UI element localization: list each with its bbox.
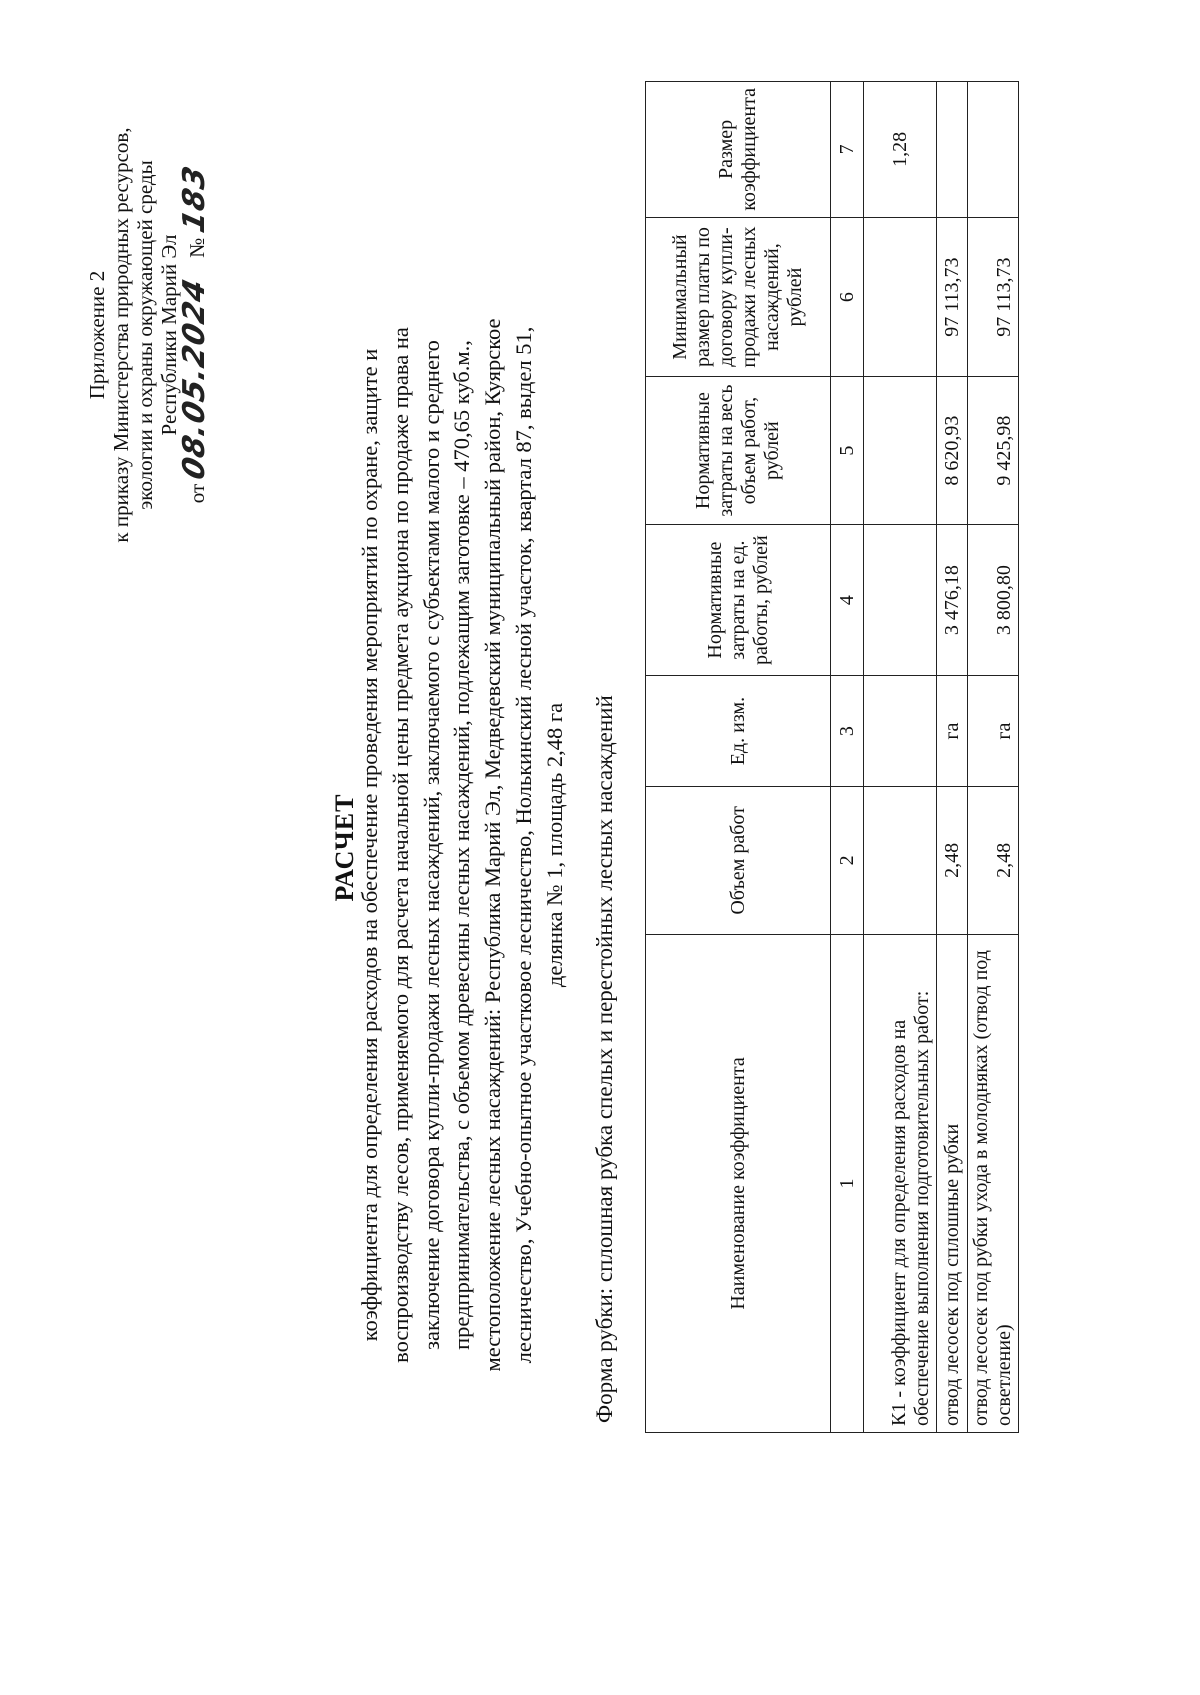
header-min-payment: Минимальный размер платы по договору купли-продажи лесных насаждений, рублей: [646, 217, 831, 376]
table-row: [937, 82, 968, 1433]
empty-cell: [968, 82, 1019, 218]
row-volume: 2,48: [937, 786, 968, 934]
document-title: РАСЧЕТ: [330, 793, 359, 902]
empty-cell: [937, 82, 968, 218]
k1-coefficient-row: [864, 82, 937, 1433]
handwritten-date: 08.05.2024: [177, 274, 212, 483]
from-label: от: [185, 483, 209, 504]
table-row: [968, 82, 1019, 1433]
column-number-row: [831, 82, 864, 1433]
row-unit: га: [968, 676, 1019, 787]
empty-cell: [864, 524, 937, 675]
row-cost-unit: 3 800,80: [968, 524, 1019, 675]
appendix-title: Приложение 2: [85, 270, 109, 400]
row-cost-total: 9 425,98: [968, 377, 1019, 525]
row-min-payment: 97 113,73: [968, 217, 1019, 376]
table-header-row: [646, 82, 831, 1433]
header-volume: Объем работ: [646, 786, 831, 934]
handwritten-number: 183: [177, 162, 212, 237]
appendix-order-line: к приказу Министерства природных ресурсов,: [109, 127, 133, 543]
row-volume: 2,48: [968, 786, 1019, 934]
header-coefficient-size: Размер коэффициента: [646, 82, 831, 218]
empty-cell: [864, 377, 937, 525]
row-name: отвод лесосек под сплошные рубки: [937, 934, 968, 1432]
empty-cell: [864, 217, 937, 376]
row-name: отвод лесосек под рубки ухода в молодняках (отвод под осветление): [968, 934, 1019, 1432]
document-subtitle: коэффициента для определения расходов на обеспечение проведения мероприятий по охране, защите и воспроизводству лесов, применяемого для расчета начальной цены предмета аукциона по продаже права на заключение договора купли-продажи лесных насаждений, заключаемого с субъектами малого и среднего предпринимательства, с объемом древесины лесных насаждений, подлежащим заготовке – 470,65 куб.м., местоположение лесных насаждений: Республика Марий Эл, Медведевский муниципальный район, Куярское лесничество, Учебно-опытное участковое лесничество, Нолькинский лесной участок, квартал 87, выдел 51, делянка № 1, площадь 2,48 га: [357, 318, 567, 1372]
empty-cell: [864, 676, 937, 787]
empty-cell: [864, 786, 937, 934]
appendix-header: [85, 115, 212, 555]
column-number: 3: [831, 676, 864, 787]
appendix-ministry-line: экологии и охраны окружающей среды: [133, 160, 157, 510]
cutting-form-line: Форма рубки: сплошная рубка спелых и перестойных лесных насаждений: [592, 695, 617, 1423]
number-label: №: [185, 237, 209, 258]
order-date-number: [177, 115, 212, 555]
appendix-republic-line: Республики Марий Эл: [157, 234, 181, 436]
column-number: 6: [831, 217, 864, 376]
header-cost-total: Нормативные затраты на весь объем работ, рублей: [646, 377, 831, 525]
header-unit: Ед. изм.: [646, 676, 831, 787]
row-cost-total: 8 620,93: [937, 377, 968, 525]
calculation-table: [645, 81, 1019, 1433]
column-number: 5: [831, 377, 864, 525]
row-min-payment: 97 113,73: [937, 217, 968, 376]
header-coefficient-name: Наименование коэффициента: [646, 934, 831, 1432]
column-number: 4: [831, 524, 864, 675]
header-cost-per-unit: Нормативные затраты на ед. работы, рублей: [646, 524, 831, 675]
k1-name: К1 - коэффициент для определения расходов на обеспечение выполнения подготовительных работ:: [864, 934, 937, 1432]
row-unit: га: [937, 676, 968, 787]
column-number: 7: [831, 82, 864, 218]
column-number: 2: [831, 786, 864, 934]
k1-value: 1,28: [864, 82, 937, 218]
column-number: 1: [831, 934, 864, 1432]
row-cost-unit: 3 476,18: [937, 524, 968, 675]
